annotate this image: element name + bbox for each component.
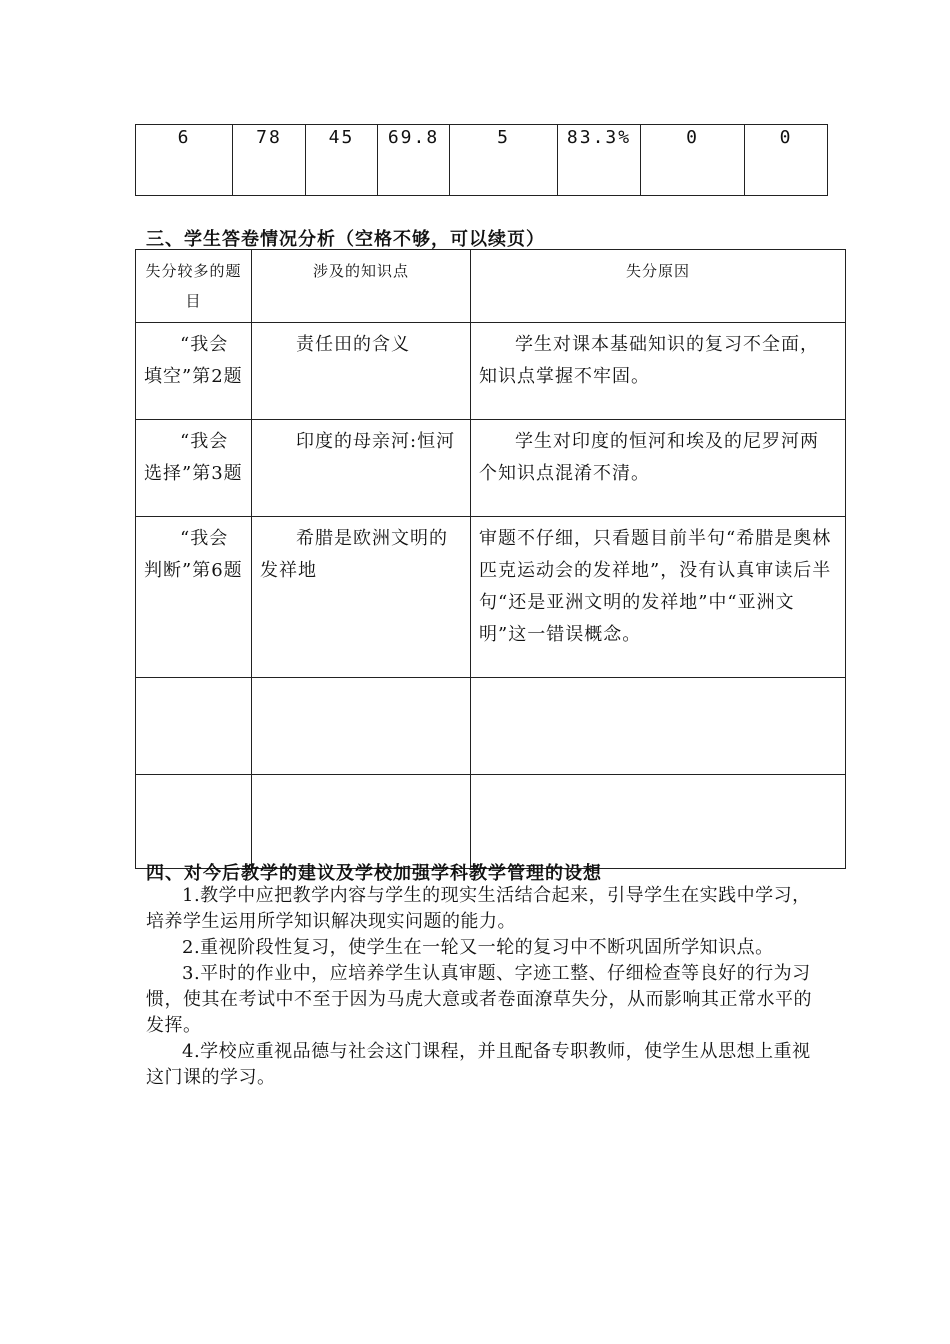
header-knowledge: 涉及的知识点: [252, 250, 471, 323]
suggestion-paragraph: 2.重视阶段性复习，使学生在一轮又一轮的复习中不断巩固所学知识点。: [182, 937, 774, 958]
table-row: [136, 420, 846, 517]
table-header-row: [136, 250, 846, 323]
question-cell: “我会选择”第3题: [136, 420, 252, 517]
stats-cell: 78: [233, 125, 306, 196]
suggestion-paragraph: 3.平时的作业中，应培养学生认真审题、字迹工整、仔细检查等良好的行为习惯，使其在考试中不至于因为马虎大意或者卷面潦草失分，从而影响其正常水平的发挥。: [146, 963, 812, 1036]
reason-cell: 学生对课本基础知识的复习不全面，知识点掌握不牢固。: [471, 323, 846, 420]
stats-cell: 5: [450, 125, 558, 196]
suggestions-list: [146, 883, 814, 1091]
reason-cell: 审题不仔细，只看题目前半句“希腊是奥林匹克运动会的发祥地”，没有认真审读后半句“还是亚洲文明的发祥地”中“亚洲文明”这一错误概念。: [471, 517, 846, 678]
table-row: [136, 517, 846, 678]
section-4-title: 四、对今后教学的建议及学校加强学科教学管理的设想: [146, 863, 602, 884]
knowledge-cell: 责任田的含义: [252, 323, 471, 420]
question-cell: “我会填空”第2题: [136, 323, 252, 420]
stats-cell: 69.8: [378, 125, 450, 196]
header-reason: 失分原因: [471, 250, 846, 323]
knowledge-cell: 希腊是欧洲文明的发祥地: [252, 517, 471, 678]
stats-cell: 0: [745, 125, 828, 196]
stats-cell: 0: [641, 125, 745, 196]
stats-cell: 6: [136, 125, 233, 196]
stats-cell: 83.3%: [558, 125, 641, 196]
stats-row: [136, 125, 828, 196]
empty-cell: [136, 678, 252, 775]
empty-cell: [471, 678, 846, 775]
reason-cell: 学生对印度的恒河和埃及的尼罗河两个知识点混淆不清。: [471, 420, 846, 517]
empty-cell: [252, 678, 471, 775]
suggestion-paragraph: 4.学校应重视品德与社会这门课程，并且配备专职教师，使学生从思想上重视这门课的学习。: [146, 1041, 811, 1088]
section-3-title: 三、学生答卷情况分析（空格不够，可以续页）: [146, 229, 545, 250]
suggestion-paragraph: 1.教学中应把教学内容与学生的现实生活结合起来，引导学生在实践中学习，培养学生运用所学知识解决现实问题的能力。: [146, 885, 811, 932]
question-cell: “我会判断”第6题: [136, 517, 252, 678]
analysis-table: [135, 249, 846, 869]
stats-table: [135, 124, 828, 196]
table-row: [136, 775, 846, 869]
table-row: [136, 323, 846, 420]
stats-cell: 45: [306, 125, 378, 196]
empty-cell: [136, 775, 252, 869]
empty-cell: [252, 775, 471, 869]
header-question: 失分较多的题目: [136, 250, 252, 323]
empty-cell: [471, 775, 846, 869]
table-row: [136, 678, 846, 775]
knowledge-cell: 印度的母亲河:恒河: [252, 420, 471, 517]
